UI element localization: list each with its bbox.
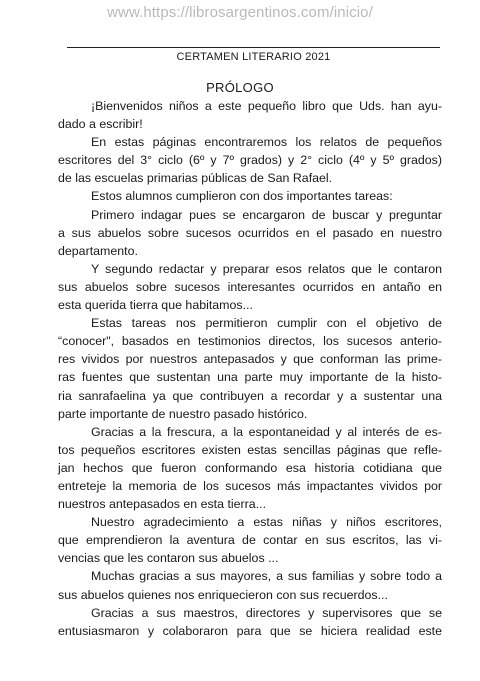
text-line: dado a escribir!: [58, 117, 143, 132]
text-line: que emprendieron la aventura de contar en sus escritos, las vi-: [58, 533, 442, 548]
text-line: nuestros antepasados en esta tierra...: [58, 497, 267, 512]
text-line: “conocer", basados en testimonios directos, los sucesos anterio-: [58, 334, 442, 349]
text-line: Muchas gracias a sus mayores, a sus familias y sobre todo a: [91, 569, 442, 584]
text-line: esta querida tierra que habitamos...: [58, 298, 253, 313]
text-line: Estos alumnos cumplieron con dos importantes tareas:: [91, 189, 393, 204]
text-line: vencias que les contaron sus abuelos ...: [58, 551, 279, 566]
text-line: escritores del 3° ciclo (6º y 7º grados) y 2° ciclo (4º y 5º grados): [58, 153, 442, 168]
text-line: parte importante de nuestro pasado histórico.: [58, 406, 308, 421]
text-line: ¡Bienvenidos niños a este pequeño libro que Uds. han ayu-: [91, 99, 442, 113]
text-line: Y segundo redactar y preparar esos relatos que le contaron: [91, 261, 442, 276]
text-line: res vividos por nuestros antepasados y que conforman las prime-: [58, 352, 442, 367]
header-rule: [67, 47, 440, 48]
text-line: entreteje la memoria de los sucesos más impactantes vividos por: [58, 478, 442, 493]
text-line: de las escuelas primarias públicas de San Rafael.: [58, 171, 333, 186]
text-line: sus abuelos quienes nos enriquecieron con sus recuerdos...: [58, 587, 388, 602]
text-line: ria sanrafaelina ya que contribuyen a recordar y a sustentar una: [58, 388, 442, 403]
text-line: Estas tareas nos permitieron cumplir con el objetivo de: [91, 316, 442, 331]
text-line: jan hechos que fueron conformando esa historia cotidiana que: [58, 460, 442, 475]
text-line: ras fuentes que sustentan una parte muy importante de la histo-: [58, 370, 442, 385]
prologue-body: [58, 97, 442, 640]
text-line: entusiasmaron y colaboraron para que se hiciera realidad este: [58, 623, 442, 638]
text-line: Primero indagar pues se encargaron de buscar y preguntar: [91, 207, 442, 222]
page-title: PRÓLOGO: [206, 80, 274, 95]
watermark-url: www.https://librosargentinos.com/inicio/: [107, 4, 373, 21]
text-line: Nuestro agradecimiento a estas niñas y niños escritores,: [91, 515, 442, 530]
text-line: Gracias a la frescura, a la espontaneidad y al interés de es-: [91, 424, 442, 439]
text-line: a sus abuelos sobre sucesos ocurridos en el pasado en nuestro: [58, 225, 442, 240]
text-line: departamento.: [58, 243, 138, 258]
text-line: tos pequeños escritores existen estas sencillas páginas que refle-: [58, 442, 442, 457]
text-line: En estas páginas encontraremos los relatos de pequeños: [91, 135, 442, 150]
text-line: sus abuelos sobre sucesos interesantes ocurridos en antaño en: [58, 279, 442, 294]
text-line: Gracias a sus maestros, directores y supervisores que se: [91, 605, 442, 620]
running-header: CERTAMEN LITERARIO 2021: [176, 51, 331, 63]
